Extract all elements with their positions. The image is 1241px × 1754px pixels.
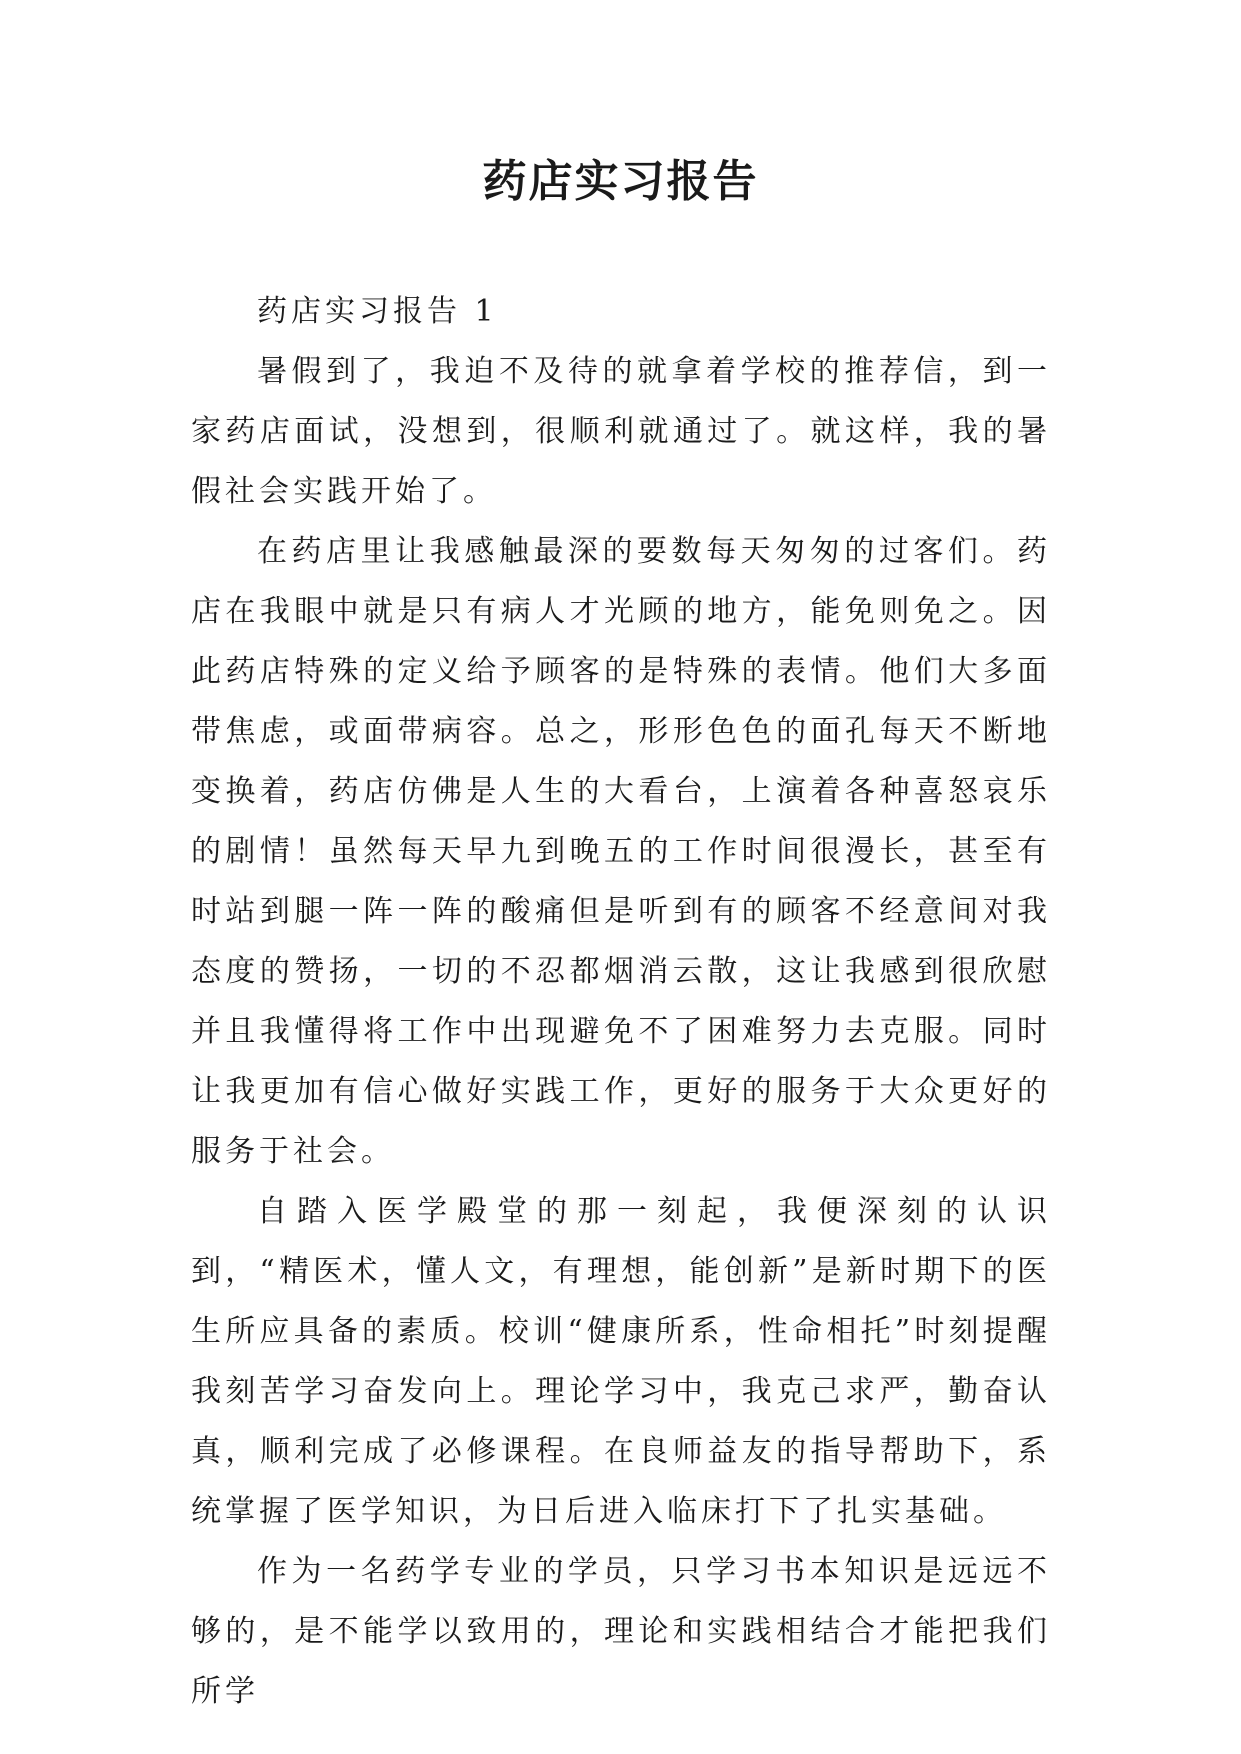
- document-body: [191, 282, 1051, 1722]
- document-title: 药店实习报告: [482, 156, 759, 207]
- section-heading: 药店实习报告 1: [257, 294, 498, 329]
- paragraph: 暑假到了，我迫不及待的就拿着学校的推荐信，到一家药店面试，没想到，很顺利就通过了。就这样，我的暑假社会实践开始了。: [191, 354, 1051, 509]
- paragraph: 作为一名药学专业的学员，只学习书本知识是远远不够的，是不能学以致用的，理论和实践相结合才能把我们所学: [191, 1554, 1051, 1709]
- paragraph: 在药店里让我感触最深的要数每天匆匆的过客们。药店在我眼中就是只有病人才光顾的地方，能免则免之。因此药店特殊的定义给予顾客的是特殊的表情。他们大多面带焦虑，或面带病容。总之，形形色色的面孔每天不断地变换着，药店仿佛是人生的大看台，上演着各种喜怒哀乐的剧情！虽然每天早九到晚五的工作时间很漫长，甚至有时站到腿一阵一阵的酸痛但是听到有的顾客不经意间对我态度的赞扬，一切的不忍都烟消云散，这让我感到很欣慰并且我懂得将工作中出现避免不了困难努力去克服。同时让我更加有信心做好实践工作，更好的服务于大众更好的服务于社会。: [191, 534, 1051, 1169]
- paragraph: 自踏入医学殿堂的那一刻起，我便深刻的认识到，“精医术，懂人文，有理想，能创新”是新时期下的医生所应具备的素质。校训“健康所系，性命相托”时刻提醒我刻苦学习奋发向上。理论学习中，我克己求严，勤奋认真，顺利完成了必修课程。在良师益友的指导帮助下，系统掌握了医学知识，为日后进入临床打下了扎实基础。: [191, 1194, 1051, 1529]
